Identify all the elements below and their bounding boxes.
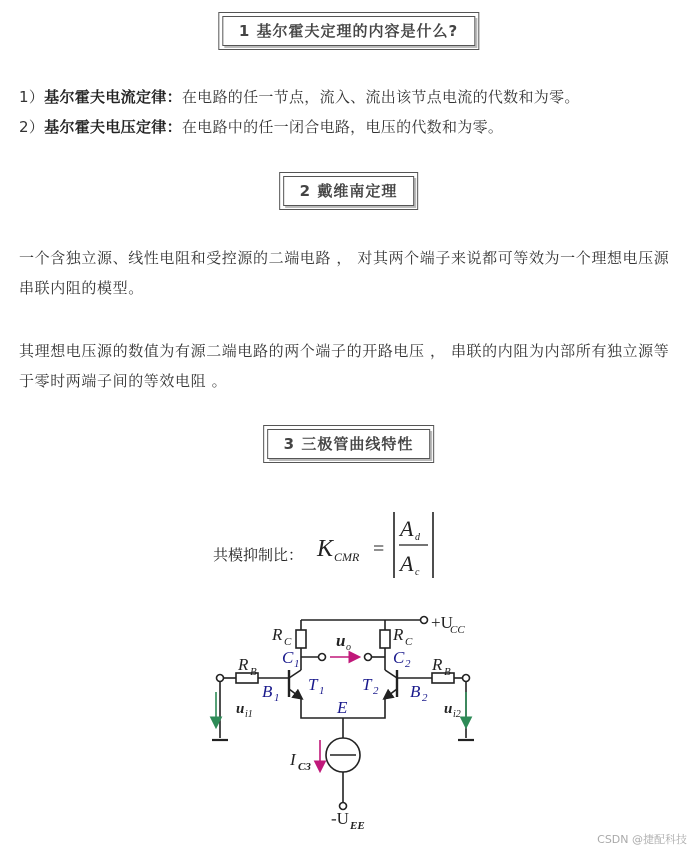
svg-text:2: 2 <box>373 685 379 697</box>
svg-text:C: C <box>284 636 292 648</box>
uo-label: u <box>336 631 346 650</box>
input-terminal-right <box>463 675 470 682</box>
svg-text:C3: C3 <box>298 761 311 773</box>
section-title-text: 2 戴维南定理 <box>283 176 415 206</box>
formula-den-sub: c <box>415 567 420 578</box>
section-title-3 <box>263 425 435 463</box>
t2-label: T <box>362 675 372 694</box>
svg-text:2: 2 <box>405 658 411 670</box>
svg-text:o: o <box>346 642 351 653</box>
svg-text:1: 1 <box>274 692 280 704</box>
formula-k: K <box>317 536 334 562</box>
rc-left-label: R <box>272 625 283 644</box>
law-name: 基尔霍夫电流定律 <box>44 88 167 106</box>
ui2-label: u <box>444 701 453 717</box>
svg-text:i2: i2 <box>453 709 461 720</box>
rc-right-label: R <box>393 625 404 644</box>
vcc-terminal <box>421 617 428 624</box>
formula-num: A <box>400 516 414 541</box>
emitter-label: E <box>337 698 348 717</box>
rb-right-label: R <box>432 655 443 674</box>
t1-label: T <box>308 675 318 694</box>
svg-text:1: 1 <box>319 685 325 697</box>
output-terminal-right <box>365 654 372 661</box>
cmrr-formula <box>213 508 453 582</box>
thevenin-paragraph-1: 一个含独立源、线性电阻和受控源的二端电路 ， 对其两个端子来说都可等效为一个理想电压源串联内阻的模型。 <box>19 249 670 297</box>
c2-label: C <box>393 648 405 667</box>
b1-label: B <box>262 682 273 701</box>
input-terminal-left <box>217 675 224 682</box>
rb-left-label: R <box>238 655 249 674</box>
c1-label: C <box>282 648 294 667</box>
formula-den: A <box>400 551 414 576</box>
ic3-label: I <box>290 750 296 769</box>
differential-amplifier-circuit <box>0 600 697 850</box>
law-text: 在电路的任一节点，流入、流出该节点电流的代数和为零。 <box>181 88 580 106</box>
svg-text:1: 1 <box>294 658 300 670</box>
law-text: 在电路中的任一闭合电路，电压的代数和为零。 <box>181 118 504 136</box>
svg-text:2: 2 <box>422 692 428 704</box>
section-title-text: 1 基尔霍夫定理的内容是什么? <box>222 16 475 46</box>
law-name: 基尔霍夫电压定律 <box>44 118 167 136</box>
formula-k-sub: CMR <box>334 550 360 564</box>
svg-text:EE: EE <box>350 820 365 832</box>
section-title-2 <box>279 172 419 210</box>
b2-label: B <box>410 682 421 701</box>
section-title-1 <box>218 12 479 50</box>
output-terminal-left <box>319 654 326 661</box>
svg-text:i1: i1 <box>245 709 253 720</box>
formula-svg <box>213 508 453 582</box>
rc-right-resistor <box>380 630 390 648</box>
svg-text:C: C <box>405 636 413 648</box>
svg-text:B: B <box>250 666 257 678</box>
formula-equals: = <box>373 538 385 560</box>
svg-text:B: B <box>444 666 451 678</box>
rc-left-resistor <box>296 630 306 648</box>
svg-text:CC: CC <box>450 624 465 636</box>
law-kcl: 1）基尔霍夫电流定律：在电路的任一节点，流入、流出该节点电流的代数和为零。 <box>19 88 580 106</box>
watermark: CSDN @捷配科技 <box>597 833 687 846</box>
ui1-label: u <box>236 701 245 717</box>
section-title-text: 3 三极管曲线特性 <box>267 429 431 459</box>
vcc-label: +U <box>431 613 453 632</box>
formula-label: 共模抑制比： <box>213 546 304 564</box>
thevenin-paragraph-2: 其理想电压源的数值为有源二端电路的两个端子的开路电压 ， 串联的内阻为内部所有独立源等于零时两端子间的等效电阻 。 <box>19 342 670 390</box>
uee-label: -U <box>331 809 349 828</box>
formula-num-sub: d <box>415 532 420 543</box>
law-kvl: 2）基尔霍夫电压定律：在电路中的任一闭合电路，电压的代数和为零。 <box>19 118 504 136</box>
